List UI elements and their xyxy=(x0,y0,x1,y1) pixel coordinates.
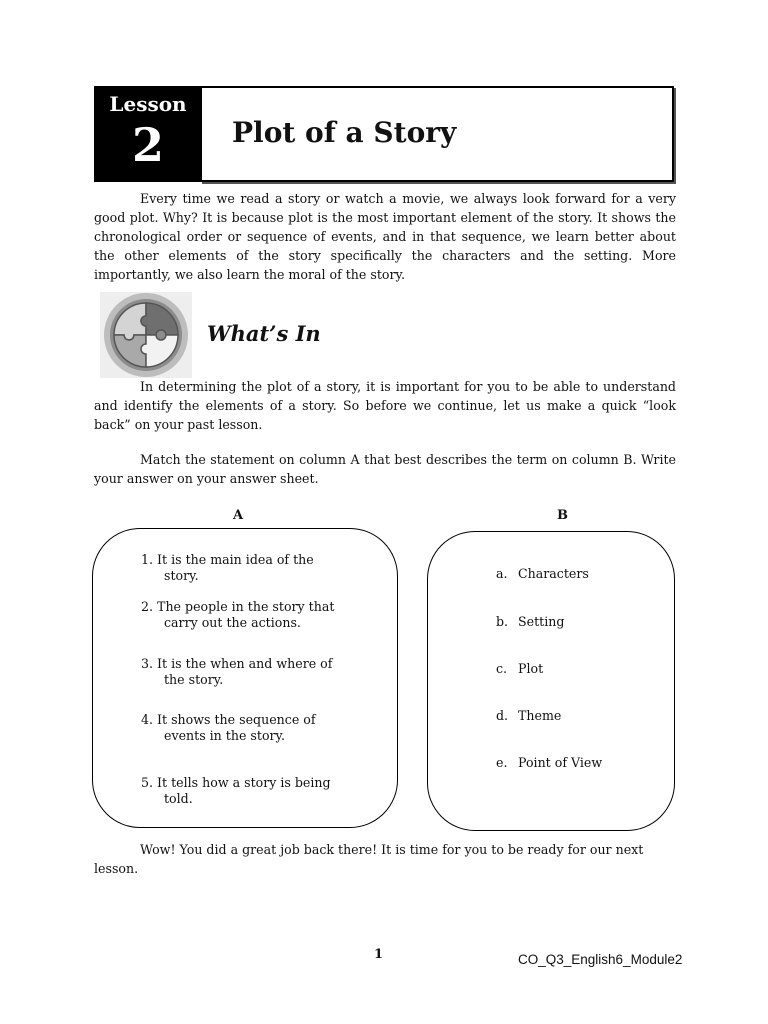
column-a-item: 1. It is the main idea of the story. xyxy=(141,552,314,583)
lesson-label: Lesson xyxy=(109,92,187,116)
column-b-heading: B xyxy=(557,508,568,523)
whats-in-paragraph: In determining the plot of a story, it is important for you to be able to understand and identify the elements of a story. So before we continue, let us make a quick “look back” on your past lesson. xyxy=(94,379,676,432)
intro-paragraph: Every time we read a story or watch a movie, we always look forward for a very good plot. Why? It is because plot is the most important element of the story. It shows the chronological order or sequence of events, and in that sequence, we learn better about the other elements of the story specifically the characters and the setting. More importantly, we also learn the moral of the story. xyxy=(94,191,676,282)
column-b-item: c. Plot xyxy=(496,661,544,676)
section-heading: What’s In xyxy=(207,321,321,346)
page-number: 1 xyxy=(374,947,384,962)
module-code: CO_Q3_English6_Module2 xyxy=(518,952,683,967)
lesson-badge xyxy=(94,86,202,182)
lesson-header xyxy=(94,86,674,182)
lesson-number: 2 xyxy=(131,118,164,172)
column-b-item: e. Point of View xyxy=(496,755,603,770)
instructions: Match the statement on column A that best describes the term on column B. Write your answer on your answer sheet. xyxy=(94,452,676,486)
column-b-item: d. Theme xyxy=(496,708,562,723)
column-a-heading: A xyxy=(233,508,244,523)
column-b-item: a. Characters xyxy=(496,566,589,581)
puzzle-icon xyxy=(100,292,192,378)
column-b-item: b. Setting xyxy=(496,614,565,629)
column-a-item: 3. It is the when and where of the story. xyxy=(141,656,333,687)
title-frame xyxy=(200,86,674,182)
page-title: Plot of a Story xyxy=(232,116,457,149)
column-a-item: 4. It shows the sequence of events in the story. xyxy=(141,712,316,743)
column-a-item: 2. The people in the story that carry out the actions. xyxy=(141,599,335,630)
column-a-item: 5. It tells how a story is being told. xyxy=(141,775,331,806)
closing-paragraph: Wow! You did a great job back there! It is time for you to be ready for our next lesson. xyxy=(94,842,644,876)
